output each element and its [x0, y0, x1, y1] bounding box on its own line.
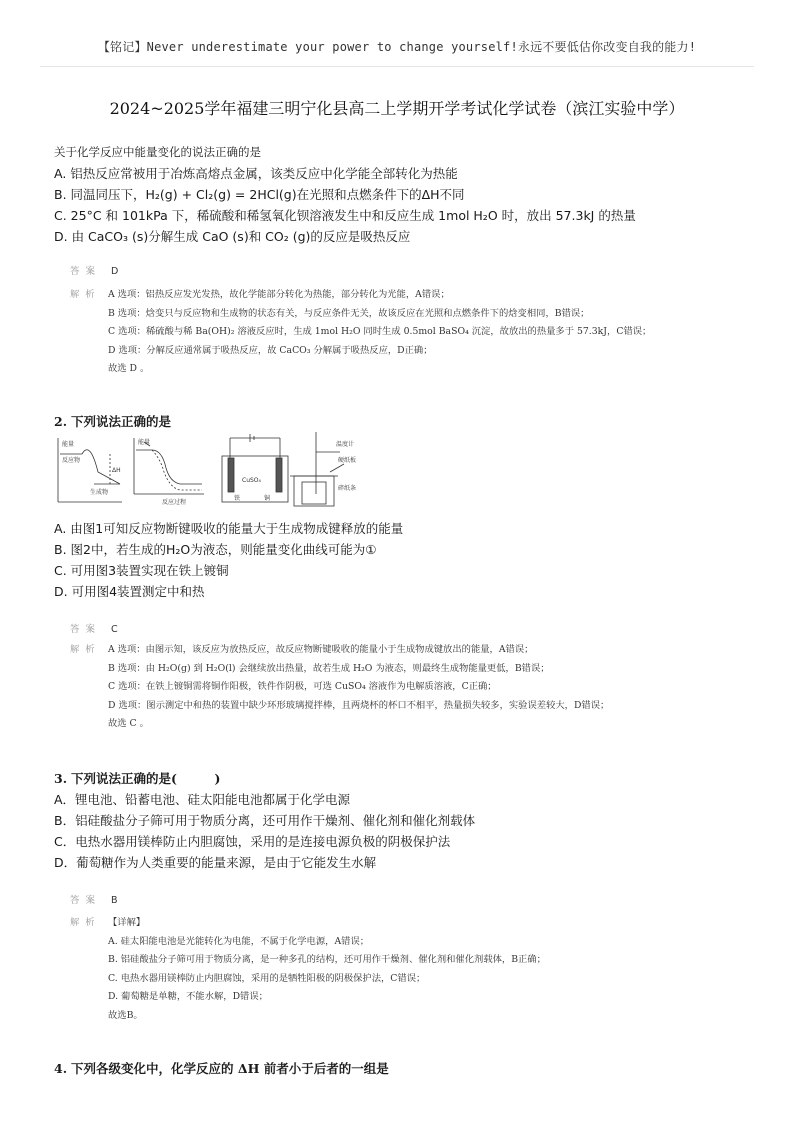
- answer-value: B: [111, 895, 118, 906]
- explanation-block: [70, 641, 609, 734]
- explanation-block: [70, 914, 546, 1025]
- answer-label: 答案: [70, 895, 102, 906]
- explanation-label: 解析: [70, 289, 101, 300]
- fig4-label: 温度计: [336, 441, 355, 448]
- question-4: [54, 1058, 389, 1079]
- fig1-label: 能量: [62, 441, 75, 448]
- explanation-line: D 选项：分解反应通常属于吸热反应，故 CaCO₃ 分解属于吸热反应，D正确；: [108, 344, 433, 356]
- option-c: C．电热水器用镁棒防止内胆腐蚀，采用的是连接电源负极的阴极保护法: [54, 834, 451, 849]
- explanation-line: A. 硅太阳能电池是光能转化为电能，不属于化学电源，A错误；: [108, 935, 370, 947]
- option-d: D．葡萄糖作为人类重要的能量来源，是由于它能发生水解: [54, 855, 377, 870]
- page-title: 2024~2025学年福建三明宁化县高二上学期开学考试化学试卷（滨江实验中学）: [109, 99, 685, 118]
- explanation-label: 解析: [70, 917, 101, 928]
- option-b: B. 同温同压下，H₂(g) + Cl₂(g) = 2HCl(g)在光照和点燃条件下的ΔH不同: [54, 187, 465, 202]
- explanation-line: B. 铝硅酸盐分子筛可用于物质分离，是一种多孔的结构，还可用作干燥剂、催化剂和催化剂载体，B正确；: [108, 954, 546, 965]
- fig1-label: 生成物: [90, 489, 109, 496]
- option-c: C. 可用图3装置实现在铁上镀铜: [54, 563, 229, 578]
- explanation-line: C 选项：在铁上镀铜需将铜作阳极，铁件作阴极，可选 CuSO₄ 溶液作为电解质溶液，C正确；: [108, 681, 497, 692]
- option-c: C. 25°C 和 101kPa 下，稀硫酸和稀氢氧化钡溶液发生中和反应生成 1mol H₂O 时，放出 57.3kJ 的热量: [54, 208, 636, 223]
- question-stem: 关于化学反应中能量变化的说法正确的是: [54, 145, 261, 159]
- answer-value: D: [111, 266, 119, 277]
- fig4-label: 碎纸条: [338, 485, 357, 492]
- explanation-line: 【详解】: [108, 917, 146, 928]
- header-motto: 【铭记】Never underestimate your power to change yourself!永远不要低估你改变自我的能力!: [97, 40, 697, 54]
- explanation-line: 故选 D 。: [108, 363, 150, 374]
- explanation-line: A 选项：铝热反应发光发热，故化学能部分转化为热能，部分转化为光能，A错误；: [108, 289, 450, 300]
- option-b: B. 图2中，若生成的H₂O为液态，则能量变化曲线可能为①: [54, 542, 377, 557]
- explanation-line: D 选项：图示测定中和热的装置中缺少环形玻璃搅拌棒，且两烧杯的杯口不相平，热量损失较多，实验误差较大，D错误；: [108, 699, 610, 711]
- question-number: 2.: [54, 414, 68, 429]
- fig3-label: 铁: [234, 495, 241, 502]
- option-b: B．铝硅酸盐分子筛可用于物质分离，还可用作干燥剂、催化剂和催化剂载体: [54, 813, 476, 828]
- question-stem: 下列各级变化中，化学反应的 ΔH 前者小于后者的一组是: [71, 1061, 389, 1076]
- fig4-label: 硬纸板: [338, 457, 357, 464]
- question-figures: [54, 432, 364, 512]
- answer-row: [70, 621, 118, 635]
- answer-label: 答案: [70, 266, 102, 277]
- question-number: 3.: [54, 771, 68, 786]
- answer-row: [70, 263, 118, 277]
- explanation-line: B 选项：焓变只与反应物和生成物的状态有关，与反应条件无关，故该反应在光照和点燃条件下的焓变相同，B错误；: [108, 307, 590, 319]
- figure-2: [134, 438, 204, 494]
- explanation-line: C 选项：稀硫酸与稀 Ba(OH)₂ 溶液反应时，生成 1mol H₂O 同时生成 0.5mol BaSO₄ 沉淀，故放出的热量多于 57.3kJ，C错误；: [108, 326, 652, 337]
- fig1-label: 反应物: [62, 457, 81, 464]
- explanation-line: A 选项：由图示知，该反应为放热反应，故反应物断键吸收的能量小于生成物成键放出的能量，A错误；: [108, 644, 534, 655]
- explanation-line: C. 电热水器用镁棒防止内胆腐蚀，采用的是牺牲阳极的阴极保护法，C错误；: [108, 972, 426, 984]
- question-number: 4.: [54, 1061, 68, 1076]
- explanation-label: 解析: [70, 644, 101, 655]
- answer-row: [70, 892, 118, 906]
- option-a: A. 由图1可知反应物断键吸收的能量大于生成物成键释放的能量: [54, 521, 404, 536]
- fig2-label: 能量: [138, 439, 151, 446]
- question-3: [54, 768, 475, 873]
- fig1-label: ΔH: [112, 467, 121, 474]
- question-2-heading: [54, 411, 171, 432]
- explanation-line: D. 葡萄糖是单糖，不能水解，D错误；: [108, 991, 268, 1002]
- fig2-label: 反应过程: [162, 499, 187, 506]
- header-divider: [40, 66, 754, 67]
- option-a: A．锂电池、铅蓄电池、硅太阳能电池都属于化学电源: [54, 792, 351, 807]
- explanation-line: B 选项：由 H₂O(g) 到 H₂O(l) 会继续放出热量，故若生成 H₂O 为液态，则最终生成物能量更低，B错误；: [108, 662, 550, 674]
- question-1: [54, 142, 636, 247]
- question-stem: 下列说法正确的是: [71, 414, 172, 429]
- answer-label: 答案: [70, 624, 102, 635]
- question-stem: 下列说法正确的是( ): [71, 771, 221, 786]
- option-a: A. 铝热反应常被用于冶炼高熔点金属，该类反应中化学能全部转化为热能: [54, 166, 458, 181]
- explanation-block: [70, 286, 651, 379]
- option-d: D. 由 CaCO₃ (s)分解生成 CaO (s)和 CO₂ (g)的反应是吸热反应: [54, 229, 411, 244]
- explanation-line: 故选 C 。: [108, 718, 149, 729]
- fig3-label: 铜: [264, 495, 271, 502]
- figure-3: [222, 434, 288, 502]
- question-2-options: [54, 518, 403, 602]
- figure-strip: [54, 432, 364, 512]
- option-d: D. 可用图4装置测定中和热: [54, 584, 205, 599]
- answer-value: C: [111, 624, 118, 635]
- explanation-line: 故选B。: [108, 1009, 143, 1021]
- fig3-label: CuSO₄: [242, 477, 261, 484]
